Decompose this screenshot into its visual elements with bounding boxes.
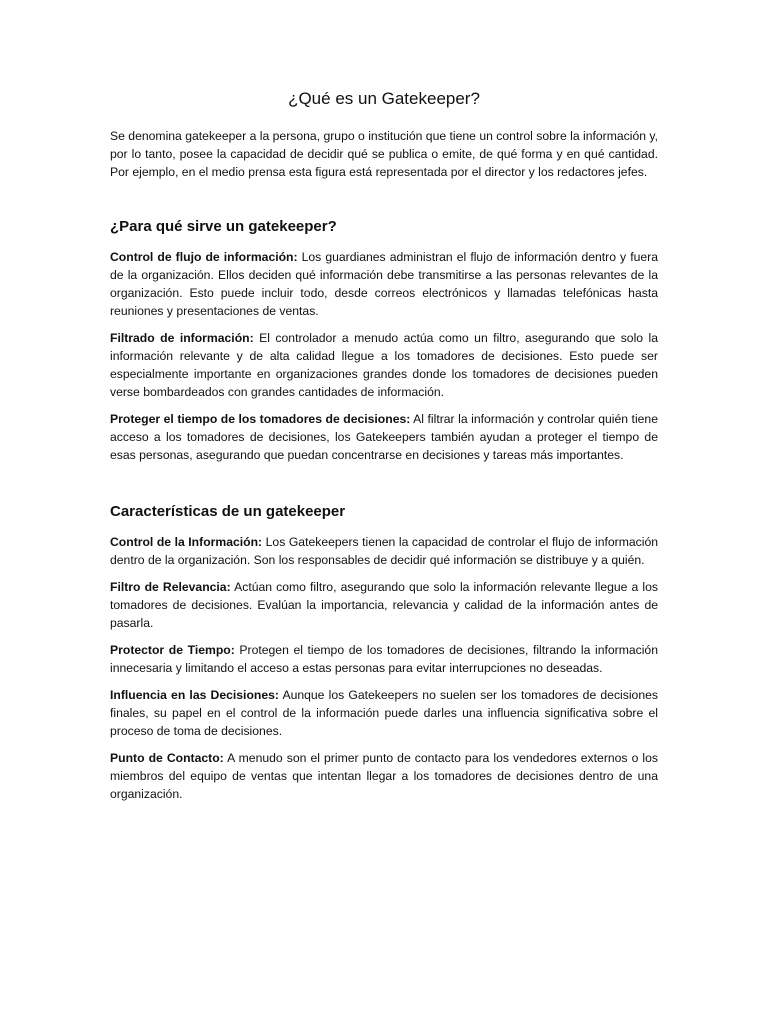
item-term: Proteger el tiempo de los tomadores de decisiones: bbox=[110, 412, 411, 426]
section-heading-characteristics: Características de un gatekeeper bbox=[110, 503, 346, 520]
item-text: Aunque los Gatekeepers no suelen ser los tomadores de decisiones finales, su papel en el control de la información puede darles una influencia significativa sobre el proceso de toma de decisiones. bbox=[110, 688, 658, 738]
item-term: Filtrado de información: bbox=[110, 331, 254, 345]
characteristic-item bbox=[110, 533, 658, 569]
item-text: A menudo son el primer punto de contacto para los vendedores externos o los miembros del equipo de ventas que intentan llegar a los tomadores de decisiones dentro de una organización. bbox=[110, 751, 659, 801]
purpose-item bbox=[110, 410, 658, 464]
intro-paragraph: Se denomina gatekeeper a la persona, grupo o institución que tiene un control sobre la información y, por lo tanto, posee la capacidad de decidir qué se publica o emite, de qué forma y en qué cantidad. Por ejemplo, en el medio prensa esta figura está representada por el director y los redactores jefes. bbox=[110, 129, 658, 179]
item-term: Control de la Información: bbox=[110, 535, 263, 549]
item-text: El controlador a menudo actúa como un filtro, asegurando que solo la información relevante y de alta calidad llegue a los tomadores de decisiones. Esto puede ser especialmente importante en organizaciones grandes donde los tomadores de decisiones pueden verse bombardeados con grandes cantidades de información. bbox=[110, 331, 659, 399]
characteristic-item bbox=[110, 686, 658, 740]
item-term: Punto de Contacto: bbox=[110, 751, 224, 765]
document-page bbox=[110, 88, 658, 812]
item-text: Al filtrar la información y controlar quién tiene acceso a los tomadores de decisiones, los Gatekeepers también ayudan a proteger el tiempo de esas personas, asegurando que puedan concentrarse en decisiones y tareas más importantes. bbox=[110, 412, 658, 462]
item-term: Control de flujo de información: bbox=[110, 250, 298, 264]
item-term: Filtro de Relevancia: bbox=[110, 580, 231, 594]
purpose-item bbox=[110, 248, 658, 320]
section-spacer bbox=[110, 473, 658, 502]
item-term: Protector de Tiempo: bbox=[110, 643, 235, 657]
characteristic-item bbox=[110, 578, 658, 632]
characteristic-item bbox=[110, 641, 658, 677]
item-term: Influencia en las Decisiones: bbox=[110, 688, 279, 702]
characteristic-item bbox=[110, 749, 658, 803]
section-heading-purpose: ¿Para qué sirve un gatekeeper? bbox=[110, 218, 337, 235]
document-title: ¿Qué es un Gatekeeper? bbox=[288, 89, 480, 108]
purpose-item bbox=[110, 329, 658, 401]
item-text: Actúan como filtro, asegurando que solo la información relevante llegue a los tomadores de decisiones. Evalúan la importancia, relevancia y calidad de la información antes de pasarla. bbox=[110, 580, 658, 630]
item-text: Los Gatekeepers tienen la capacidad de controlar el flujo de información dentro de la organización. Son los responsables de decidir qué información se distribuye y a quién. bbox=[110, 535, 658, 567]
item-text: Los guardianes administran el flujo de información dentro y fuera de la organización. Ellos deciden qué información debe transmitirse a las personas relevantes de la organización. Esto puede incluir todo, desde correos electrónicos y llamadas telefónicas hasta reuniones y presentaciones de ventas. bbox=[110, 250, 658, 318]
item-text: Protegen el tiempo de los tomadores de decisiones, filtrando la información innecesaria y limitando el acceso a estas personas para evitar interrupciones no deseadas. bbox=[110, 643, 658, 675]
